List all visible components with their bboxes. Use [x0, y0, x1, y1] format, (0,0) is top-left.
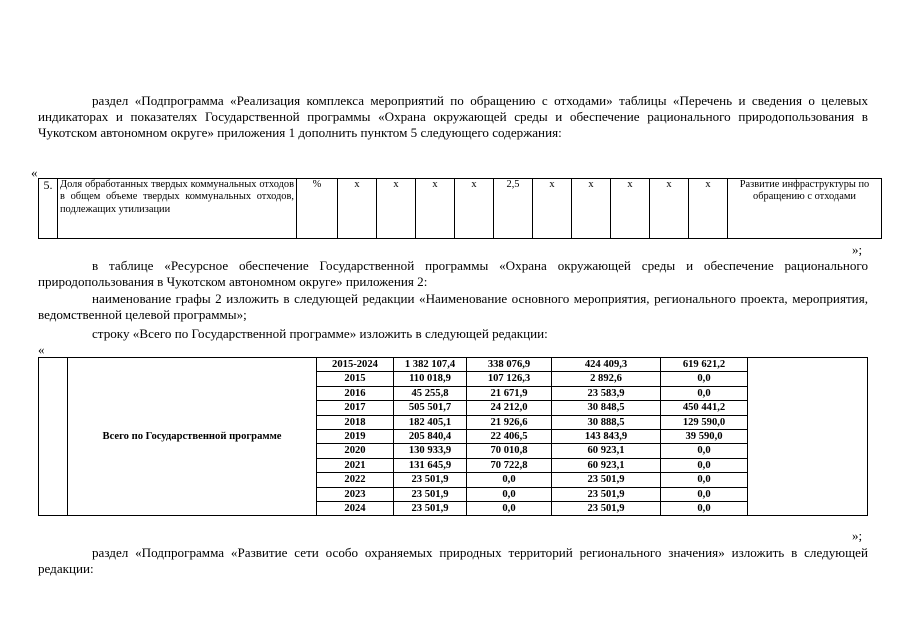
- regional-budget-cell: 60 923,1: [552, 444, 661, 458]
- regional-budget-cell: 23 501,9: [552, 502, 661, 516]
- year-cell: 2018: [317, 415, 394, 429]
- indicator-table: [38, 178, 882, 239]
- paragraph-add-item-5: раздел «Подпрограмма «Реализация комплекса мероприятий по обращению с отходами» таблицы «Перечень и сведения о целевых индикаторах и показателях Государственной программы «Охрана окружающей среды и обеспечение рационального природопользования в Чукотском автономном округе» приложения 1 дополнить пунктом 5 следующего содержания:: [38, 93, 868, 141]
- total-amount-cell: 130 933,9: [394, 444, 467, 458]
- total-amount-cell: 23 501,9: [394, 487, 467, 501]
- other-sources-cell: 450 441,2: [661, 401, 748, 415]
- federal-budget-cell: 21 926,6: [467, 415, 552, 429]
- federal-budget-cell: 22 406,5: [467, 430, 552, 444]
- value-cell: х: [533, 179, 572, 239]
- value-cell: х: [572, 179, 611, 239]
- federal-budget-cell: 0,0: [467, 502, 552, 516]
- empty-cell: [39, 358, 68, 516]
- paragraph-protected-areas: раздел «Подпрограмма «Развитие сети особо охраняемых природных территорий регионального значения» изложить в следующей редакции:: [38, 545, 868, 577]
- regional-budget-cell: 30 888,5: [552, 415, 661, 429]
- other-sources-cell: 0,0: [661, 473, 748, 487]
- total-label: Всего по Государственной программе: [68, 358, 317, 516]
- total-amount-cell: 45 255,8: [394, 386, 467, 400]
- value-cell: х: [650, 179, 689, 239]
- federal-budget-cell: 338 076,9: [467, 358, 552, 372]
- total-amount-cell: 505 501,7: [394, 401, 467, 415]
- other-sources-cell: 0,0: [661, 487, 748, 501]
- other-sources-cell: 39 590,0: [661, 430, 748, 444]
- total-amount-cell: 182 405,1: [394, 415, 467, 429]
- empty-cell: [748, 358, 868, 516]
- value-cell: х: [377, 179, 416, 239]
- other-sources-cell: 0,0: [661, 372, 748, 386]
- year-cell: 2022: [317, 473, 394, 487]
- total-amount-cell: 110 018,9: [394, 372, 467, 386]
- regional-budget-cell: 2 892,6: [552, 372, 661, 386]
- table-row: [39, 358, 868, 372]
- indicator-unit: %: [297, 179, 338, 239]
- year-cell: 2024: [317, 502, 394, 516]
- total-program-table: [38, 357, 868, 516]
- federal-budget-cell: 21 671,9: [467, 386, 552, 400]
- total-amount-cell: 23 501,9: [394, 502, 467, 516]
- other-sources-cell: 0,0: [661, 458, 748, 472]
- year-cell: 2023: [317, 487, 394, 501]
- value-cell: х: [338, 179, 377, 239]
- federal-budget-cell: 0,0: [467, 473, 552, 487]
- item-number: 5.: [39, 179, 58, 239]
- close-quote-1: »;: [852, 242, 863, 257]
- total-amount-cell: 23 501,9: [394, 473, 467, 487]
- indicator-name: Доля обработанных твердых коммунальных отходов в общем объеме твердых коммунальных отходов, подлежащих утилизации: [58, 179, 297, 239]
- year-cell: 2015-2024: [317, 358, 394, 372]
- regional-budget-cell: 23 501,9: [552, 473, 661, 487]
- regional-budget-cell: 30 848,5: [552, 401, 661, 415]
- value-cell: 2,5: [494, 179, 533, 239]
- federal-budget-cell: 0,0: [467, 487, 552, 501]
- year-cell: 2020: [317, 444, 394, 458]
- table-row: [39, 179, 882, 239]
- federal-budget-cell: 70 010,8: [467, 444, 552, 458]
- regional-budget-cell: 23 583,9: [552, 386, 661, 400]
- federal-budget-cell: 107 126,3: [467, 372, 552, 386]
- expected-result: Развитие инфраструктуры по обращению с отходами: [728, 179, 882, 239]
- other-sources-cell: 129 590,0: [661, 415, 748, 429]
- paragraph-column-rename: наименование графы 2 изложить в следующей редакции «Наименование основного мероприятия, регионального проекта, мероприятия, ведомственной целевой программы»;: [38, 291, 868, 323]
- year-cell: 2016: [317, 386, 394, 400]
- regional-budget-cell: 60 923,1: [552, 458, 661, 472]
- federal-budget-cell: 70 722,8: [467, 458, 552, 472]
- total-amount-cell: 205 840,4: [394, 430, 467, 444]
- value-cell: х: [611, 179, 650, 239]
- regional-budget-cell: 424 409,3: [552, 358, 661, 372]
- total-amount-cell: 131 645,9: [394, 458, 467, 472]
- regional-budget-cell: 143 843,9: [552, 430, 661, 444]
- close-quote-2: »;: [852, 528, 863, 543]
- federal-budget-cell: 24 212,0: [467, 401, 552, 415]
- year-cell: 2015: [317, 372, 394, 386]
- value-cell: х: [455, 179, 494, 239]
- other-sources-cell: 0,0: [661, 502, 748, 516]
- open-quote-2: «: [38, 342, 45, 357]
- paragraph-total-row: строку «Всего по Государственной программе» изложить в следующей редакции:: [92, 326, 548, 341]
- total-amount-cell: 1 382 107,4: [394, 358, 467, 372]
- value-cell: х: [689, 179, 728, 239]
- open-quote-1: «: [31, 165, 38, 180]
- other-sources-cell: 0,0: [661, 444, 748, 458]
- year-cell: 2019: [317, 430, 394, 444]
- regional-budget-cell: 23 501,9: [552, 487, 661, 501]
- paragraph-resource-table: в таблице «Ресурсное обеспечение Государственной программы «Охрана окружающей среды и обеспечение рационального природопользования в Чукотском автономном округе» приложения 2:: [38, 258, 868, 290]
- other-sources-cell: 619 621,2: [661, 358, 748, 372]
- other-sources-cell: 0,0: [661, 386, 748, 400]
- year-cell: 2021: [317, 458, 394, 472]
- value-cell: х: [416, 179, 455, 239]
- year-cell: 2017: [317, 401, 394, 415]
